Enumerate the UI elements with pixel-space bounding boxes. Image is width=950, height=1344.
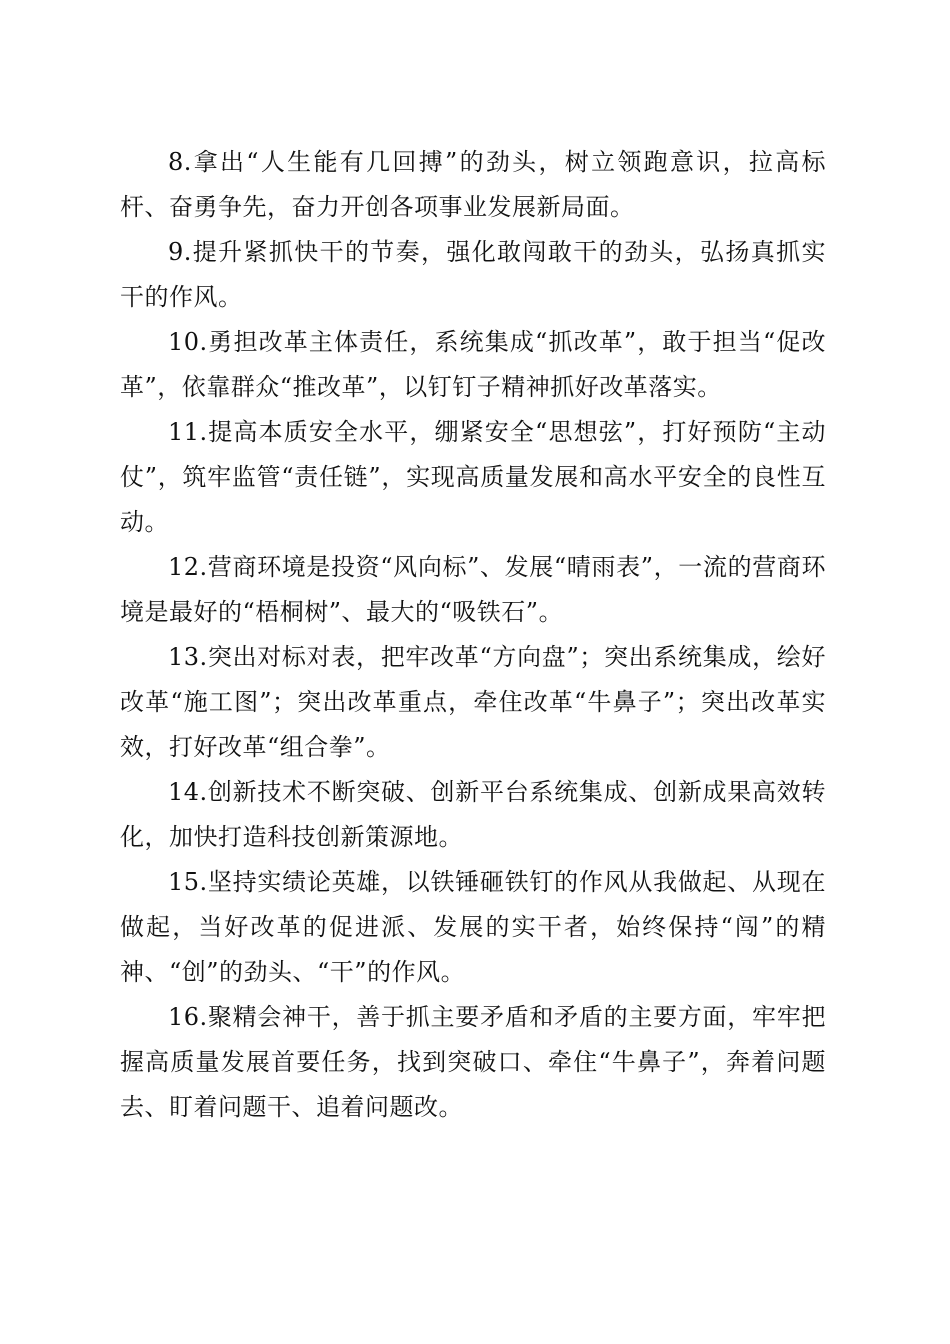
document-body [120, 140, 826, 1130]
paragraph-16: 16.聚精会神干，善于抓主要矛盾和矛盾的主要方面，牢牢把握高质量发展首要任务，找到突破口、牵住“牛鼻子”，奔着问题去、盯着问题干、追着问题改。 [120, 1003, 826, 1121]
paragraph-10: 10.勇担改革主体责任，系统集成“抓改革”，敢于担当“促改革”，依靠群众“推改革”，以钉钉子精神抓好改革落实。 [120, 328, 826, 401]
paragraph-12: 12.营商环境是投资“风向标”、发展“晴雨表”，一流的营商环境是最好的“梧桐树”、最大的“吸铁石”。 [120, 553, 826, 626]
paragraph-9: 9.提升紧抓快干的节奏，强化敢闯敢干的劲头，弘扬真抓实干的作风。 [120, 238, 826, 311]
paragraph-14: 14.创新技术不断突破、创新平台系统集成、创新成果高效转化，加快打造科技创新策源地。 [120, 778, 826, 851]
paragraph-8: 8.拿出“人生能有几回搏”的劲头，树立领跑意识，拉高标杆、奋勇争先，奋力开创各项事业发展新局面。 [120, 148, 826, 221]
paragraph-11: 11.提高本质安全水平，绷紧安全“思想弦”，打好预防“主动仗”，筑牢监管“责任链”，实现高质量发展和高水平安全的良性互动。 [120, 418, 826, 536]
paragraph-15: 15.坚持实绩论英雄，以铁锤砸铁钉的作风从我做起、从现在做起，当好改革的促进派、发展的实干者，始终保持“闯”的精神、“创”的劲头、“干”的作风。 [120, 868, 826, 986]
paragraph-13: 13.突出对标对表，把牢改革“方向盘”；突出系统集成，绘好改革“施工图”；突出改革重点，牵住改革“牛鼻子”；突出改革实效，打好改革“组合拳”。 [120, 643, 826, 761]
